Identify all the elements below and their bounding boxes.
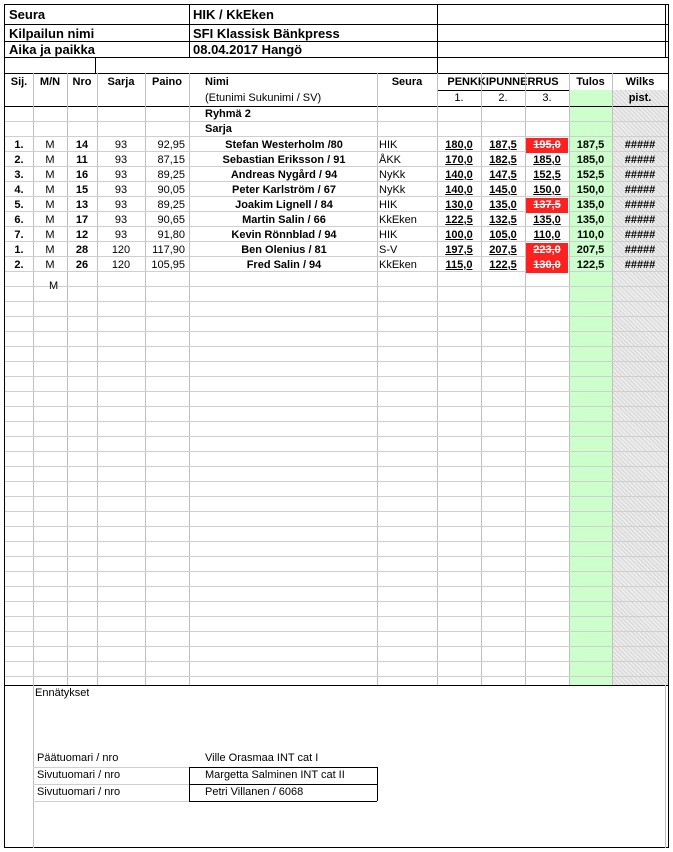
cell-wilks: #####: [624, 184, 656, 196]
cell-nro: 26: [75, 259, 89, 271]
sivutuomari2-value: Petri Villanen / 6068: [205, 786, 304, 798]
cell-nro: 11: [76, 154, 88, 166]
grid-hline: [5, 421, 668, 422]
cell-a3: 185,0: [533, 154, 561, 166]
grid-hline: [5, 496, 668, 497]
cell-paino: 91,80: [157, 229, 185, 241]
cell-tulos: 185,0: [576, 154, 605, 166]
cell-mn: M: [45, 169, 55, 181]
cell-sarja: 93: [114, 154, 128, 166]
cell-a1: 197,5: [445, 244, 473, 256]
grid-hline: [5, 676, 668, 677]
cell-sij: 1.: [14, 244, 24, 256]
cell-a2: 135,0: [489, 199, 517, 211]
cell-sij: 6.: [14, 214, 24, 226]
cell-sij: 5.: [14, 199, 24, 211]
grid-hline: [5, 571, 668, 572]
cell-tulos: 110,0: [577, 229, 604, 241]
cell-seura: S-V: [379, 244, 398, 256]
cell-mn: M: [45, 139, 55, 151]
cell-nimi: Kevin Rönnblad / 94: [231, 229, 337, 241]
cell-nro: 14: [75, 139, 89, 151]
col-nimi-sub: (Etunimi Sukunimi / SV): [205, 92, 322, 104]
cell-seura: NyKk: [379, 184, 406, 196]
cell-nimi: Sebastian Eriksson / 91: [222, 154, 346, 166]
cell-a1: 115,0: [445, 259, 473, 271]
cell-nimi: Stefan Westerholm /80: [225, 139, 343, 151]
ennatykset-label: Ennätykset: [35, 687, 90, 699]
col-attempt-2: 2.: [498, 92, 508, 104]
sivutuomari2-label: Sivutuomari / nro: [37, 786, 121, 798]
cell-a2: 147,5: [489, 169, 517, 181]
group-ryhma: Ryhmä 2: [205, 108, 251, 120]
kilpailu-label: Kilpailun nimi: [9, 26, 95, 41]
kilpailu-value: SFI Klassisk Bänkpress: [193, 26, 340, 41]
grid-hline: [5, 556, 668, 557]
cell-tulos: 150,0: [576, 184, 605, 196]
cell-sij: 7.: [14, 229, 24, 241]
cell-tulos: 187,5: [576, 139, 605, 151]
cell-tulos: 135,0: [576, 214, 605, 226]
cell-wilks: #####: [624, 154, 656, 166]
cell-a3: 137,5: [526, 198, 568, 213]
cell-mn: M: [45, 184, 55, 196]
cell-seura: KkEken: [379, 214, 417, 226]
col-tulos: Tulos: [576, 76, 605, 88]
col-wilks-sub: pist.: [628, 92, 652, 104]
cell-paino: 89,25: [157, 169, 185, 181]
cell-a1: 180,0: [445, 139, 473, 151]
cell-nro: 13: [75, 199, 89, 211]
cell-nro: 15: [75, 184, 89, 196]
cell-sarja: 93: [114, 139, 128, 151]
cell-mn: M: [45, 199, 55, 211]
cell-a2: 182,5: [489, 154, 517, 166]
cell-a1: 140,0: [445, 169, 473, 181]
grid-vline: [377, 73, 378, 685]
seura-label: Seura: [9, 7, 46, 22]
grid-hline: [5, 646, 668, 647]
cell-nimi: Joakim Lignell / 84: [235, 199, 333, 211]
cell-sarja: 93: [114, 199, 128, 211]
cell-a2: 145,0: [489, 184, 517, 196]
col-paino: Paino: [152, 76, 182, 88]
cell-seura: KkEken: [379, 259, 417, 271]
cell-seura: NyKk: [379, 169, 406, 181]
paatuomari-label: Päätuomari / nro: [37, 752, 119, 764]
grid-hline: [5, 451, 668, 452]
cell-sij: 3.: [14, 169, 24, 181]
cell-paino: 90,05: [157, 184, 185, 196]
cell-seura: HIK: [379, 139, 398, 151]
col-attempt-3: 3.: [542, 92, 552, 104]
grid-hline: [5, 301, 668, 302]
cell-paino: 92,95: [157, 139, 185, 151]
grid-hline: [5, 391, 668, 392]
grid-hline: [5, 526, 668, 527]
cell-mn: M: [45, 154, 55, 166]
cell-sij: 1.: [14, 139, 24, 151]
grid-hline: [5, 136, 668, 137]
grid-hline: [5, 586, 668, 587]
cell-a1: 100,0: [445, 229, 473, 241]
cell-paino: 87,15: [157, 154, 185, 166]
col-wilks: Wilks: [625, 76, 655, 88]
sivutuomari1-label: Sivutuomari / nro: [37, 769, 121, 781]
cell-nro: 16: [75, 169, 89, 181]
cell-mn: M: [45, 244, 55, 256]
cell-a2: 132,5: [489, 214, 517, 226]
grid-hline: [5, 511, 668, 512]
cell-a1: 140,0: [445, 184, 473, 196]
seura-value: HIK / KkEken: [193, 7, 274, 22]
cell-seura: ÅKK: [379, 154, 402, 166]
cell-a3: 130,0: [526, 258, 568, 273]
cell-sarja: 93: [114, 169, 128, 181]
aika-label: Aika ja paikka: [9, 42, 95, 57]
col-nro: Nro: [72, 76, 92, 88]
grid-hline: [5, 616, 668, 617]
cell-a2: 122,5: [489, 259, 517, 271]
col-nimi: Nimi: [205, 76, 229, 88]
grid-hline: [5, 661, 668, 662]
cell-tulos: 207,5: [576, 244, 605, 256]
cell-wilks: #####: [624, 244, 656, 256]
cell-nimi: Martin Salin / 66: [242, 214, 326, 226]
sivutuomari1-value: Margetta Salminen INT cat II: [205, 769, 345, 781]
paatuomari-value: Ville Orasmaa INT cat I: [205, 752, 319, 764]
col-attempt-1: 1.: [454, 92, 464, 104]
col-sarja: Sarja: [107, 76, 135, 88]
cell-sij: 4.: [14, 184, 24, 196]
cell-sarja: 93: [114, 214, 128, 226]
cell-nimi: Andreas Nygård / 94: [230, 169, 338, 181]
cell-a3: 195,0: [526, 138, 568, 153]
cell-sarja: 93: [114, 229, 128, 241]
col-lift: PENKKIPUNNERRUS: [447, 76, 559, 88]
cell-wilks: #####: [624, 139, 656, 151]
grid-hline: [5, 436, 668, 437]
cell-nro: 28: [75, 244, 89, 256]
cell-sarja: 93: [114, 184, 128, 196]
grid-hline: [5, 481, 668, 482]
grid-hline: [5, 361, 668, 362]
grid-vline: [189, 73, 190, 685]
cell-tulos: 135,0: [576, 199, 605, 211]
grid-hline: [5, 466, 668, 467]
grid-hline: [5, 121, 668, 122]
extra-mn: M: [49, 280, 59, 292]
cell-nro: 17: [75, 214, 89, 226]
cell-a1: 130,0: [445, 199, 473, 211]
cell-nimi: Peter Karlström / 67: [232, 184, 336, 196]
grid-hline: [5, 346, 668, 347]
cell-tulos: 122,5: [576, 259, 605, 271]
cell-a2: 207,5: [489, 244, 517, 256]
cell-nro: 12: [75, 229, 89, 241]
grid-hline: [5, 286, 668, 287]
cell-a1: 122,5: [445, 214, 473, 226]
cell-mn: M: [45, 229, 55, 241]
grid-hline: [5, 541, 668, 542]
cell-a2: 187,5: [489, 139, 517, 151]
cell-a3: 223,0: [526, 243, 568, 258]
col-seura: Seura: [391, 76, 423, 88]
grid-hline: [5, 631, 668, 632]
cell-a1: 170,0: [445, 154, 473, 166]
cell-a3: 110,0: [533, 229, 561, 241]
grid-hline: [5, 376, 668, 377]
grid-hline: [5, 601, 668, 602]
grid-hline: [5, 406, 668, 407]
cell-wilks: #####: [624, 229, 656, 241]
cell-paino: 90,65: [157, 214, 185, 226]
cell-a2: 105,0: [489, 229, 517, 241]
cell-mn: M: [45, 214, 55, 226]
cell-seura: HIK: [379, 229, 398, 241]
col-sij: Sij.: [10, 76, 28, 88]
cell-a3: 152,5: [533, 169, 561, 181]
group-sarja: Sarja: [205, 123, 232, 135]
cell-tulos: 152,5: [576, 169, 605, 181]
cell-sij: 2.: [14, 259, 24, 271]
aika-value: 08.04.2017 Hangö: [193, 42, 303, 57]
cell-sarja: 120: [111, 244, 131, 256]
grid-hline: [5, 316, 668, 317]
cell-a3: 135,0: [533, 214, 561, 226]
col-mn: M/N: [39, 76, 61, 88]
cell-nimi: Fred Salin / 94: [246, 259, 322, 271]
cell-wilks: #####: [624, 214, 656, 226]
cell-wilks: #####: [624, 259, 656, 271]
cell-paino: 89,25: [157, 199, 185, 211]
cell-seura: HIK: [379, 199, 398, 211]
results-sheet: [4, 4, 669, 848]
cell-sarja: 120: [111, 259, 131, 271]
cell-wilks: #####: [624, 169, 656, 181]
cell-mn: M: [45, 259, 55, 271]
cell-a3: 150,0: [533, 184, 561, 196]
cell-nimi: Ben Olenius / 81: [241, 244, 327, 256]
cell-paino: 117,90: [152, 244, 185, 256]
cell-paino: 105,95: [151, 259, 185, 271]
cell-sij: 2.: [14, 154, 24, 166]
grid-hline: [5, 331, 668, 332]
cell-wilks: #####: [624, 199, 656, 211]
